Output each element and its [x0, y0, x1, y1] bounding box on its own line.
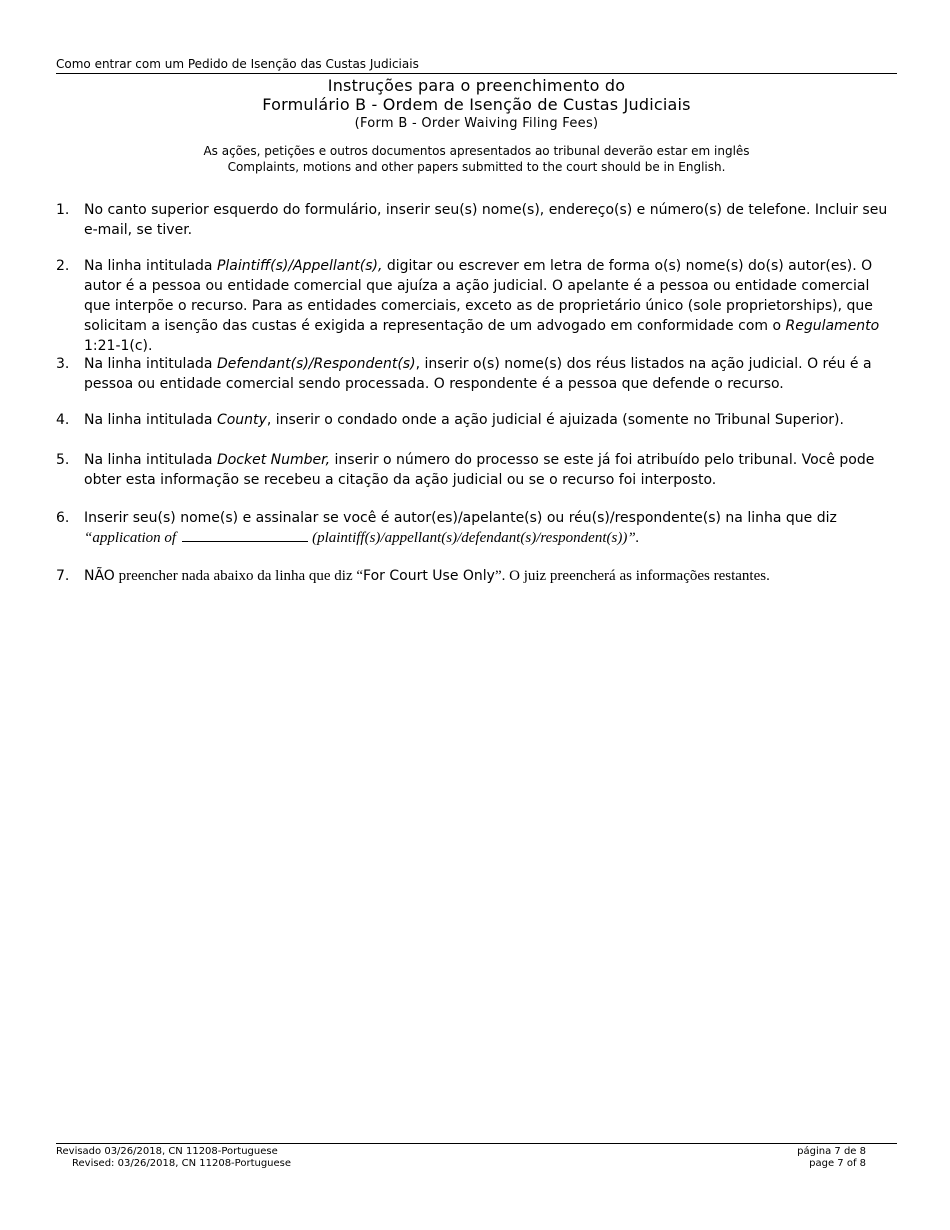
page-number-pt: página 7 de 8 [797, 1146, 866, 1157]
instruction-text [84, 354, 891, 394]
instruction-number: 7. [56, 568, 70, 584]
field-name-county: County [216, 412, 267, 428]
instruction-text-middle: digitar ou escrever em letra de forma o(s) nome(s) do(s) autor(es). O autor é a pessoa ou entidade comercial que ajuíza a ação judicial. O apelante é a pessoa ou entidade comercial que interpõe o recurso. Para as entidades comerciais, exceto as de proprietário único (sole proprietorships), que solicitam a isenção das custas é exigida a representação de um advogado em conformidade com o [84, 258, 873, 334]
instruction-text [84, 450, 891, 490]
quote-end: (plaintiff(s)/appellant(s)/defendant(s)/respondent(s))”. [312, 530, 640, 546]
instruction-number: 1. [56, 202, 70, 218]
footer-divider [56, 1143, 897, 1144]
instruction-text: No canto superior esquerdo do formulário, inserir seu(s) nome(s), endereço(s) e número(s) de telefone. Incluir seu e-mail, se tiver. [84, 202, 888, 238]
instruction-number: 4. [56, 412, 70, 428]
rule-reference: Regulamento [785, 318, 880, 334]
document-title-line1: Instruções para o preenchimento do [327, 76, 626, 95]
instruction-item-5 [56, 450, 891, 490]
instruction-item-3 [56, 354, 891, 394]
revision-pt: Revisado 03/26/2018, CN 11208-Portuguese [56, 1146, 278, 1157]
instruction-number: 5. [56, 452, 70, 468]
instruction-text-prefix: Na linha intitulada [84, 452, 217, 468]
field-name-docket-number: Docket Number, [216, 452, 331, 468]
instruction-number: 2. [56, 258, 70, 274]
language-notice-en: Complaints, motions and other papers submitted to the court should be in English. [227, 160, 726, 174]
instruction-item-2 [56, 256, 891, 356]
instruction-text-prefix: Na linha intitulada [84, 356, 217, 372]
instruction-item-6 [56, 508, 891, 548]
instruction-lead: NÃO [84, 568, 115, 584]
field-name-defendant: Defendant(s)/Respondent(s) [216, 356, 416, 372]
field-name-court-use: For Court Use Only [363, 568, 495, 584]
instruction-number: 6. [56, 510, 70, 526]
instruction-text-main: Inserir seu(s) nome(s) e assinalar se você é autor(es)/apelante(s) ou réu(s)/respondente(s) na linha que diz [84, 510, 837, 526]
instruction-text-suffix: , inserir o condado onde a ação judicial é ajuizada (somente no Tribunal Superior). [266, 412, 844, 428]
revision-en: Revised: 03/26/2018, CN 11208-Portuguese [72, 1158, 292, 1169]
instruction-text [84, 410, 891, 430]
instruction-item-1 [56, 200, 891, 240]
instruction-text [84, 256, 891, 356]
field-name-plaintiff: Plaintiff(s)/Appellant(s), [216, 258, 383, 274]
instruction-text-prefix: Na linha intitulada [84, 258, 217, 274]
quote-start: “application of [84, 530, 177, 546]
instruction-text [84, 508, 891, 548]
instruction-text-suffix: , inserir o(s) nome(s) dos réus listados na ação judicial. O réu é a pessoa ou entidade comercial sendo processada. O respondente é a pessoa que defende o recurso. [84, 356, 872, 392]
instruction-text-part1: preencher nada abaixo da linha que diz “ [114, 568, 364, 584]
instruction-text-prefix: Na linha intitulada [84, 412, 217, 428]
instruction-item-4 [56, 410, 891, 430]
footer-revision [56, 1146, 291, 1170]
instruction-text-suffix: inserir o número do processo se este já foi atribuído pelo tribunal. Você pode obter esta informação se recebeu a citação da ação judicial ou se o recurso foi interposto. [84, 452, 875, 488]
application-line [84, 528, 891, 548]
instruction-text-suffix: 1:21-1(c). [84, 338, 153, 354]
page-number-en: page 7 of 8 [809, 1158, 866, 1169]
instruction-text [84, 566, 891, 586]
instruction-number: 3. [56, 356, 70, 372]
title-block [56, 76, 897, 175]
instruction-item-7 [56, 566, 891, 586]
running-header: Como entrar com um Pedido de Isenção das Custas Judiciais [56, 56, 897, 74]
footer-page-number [797, 1146, 866, 1170]
language-notice-pt: As ações, petições e outros documentos apresentados ao tribunal deverão estar em inglês [203, 144, 750, 158]
blank-underline [182, 529, 308, 542]
document-title-line2: Formulário B - Ordem de Isenção de Custas Judiciais [262, 95, 691, 114]
document-subtitle: (Form B - Order Waiving Filing Fees) [354, 116, 599, 131]
instruction-text-part2: ”. O juiz preencherá as informações restantes. [494, 568, 770, 584]
